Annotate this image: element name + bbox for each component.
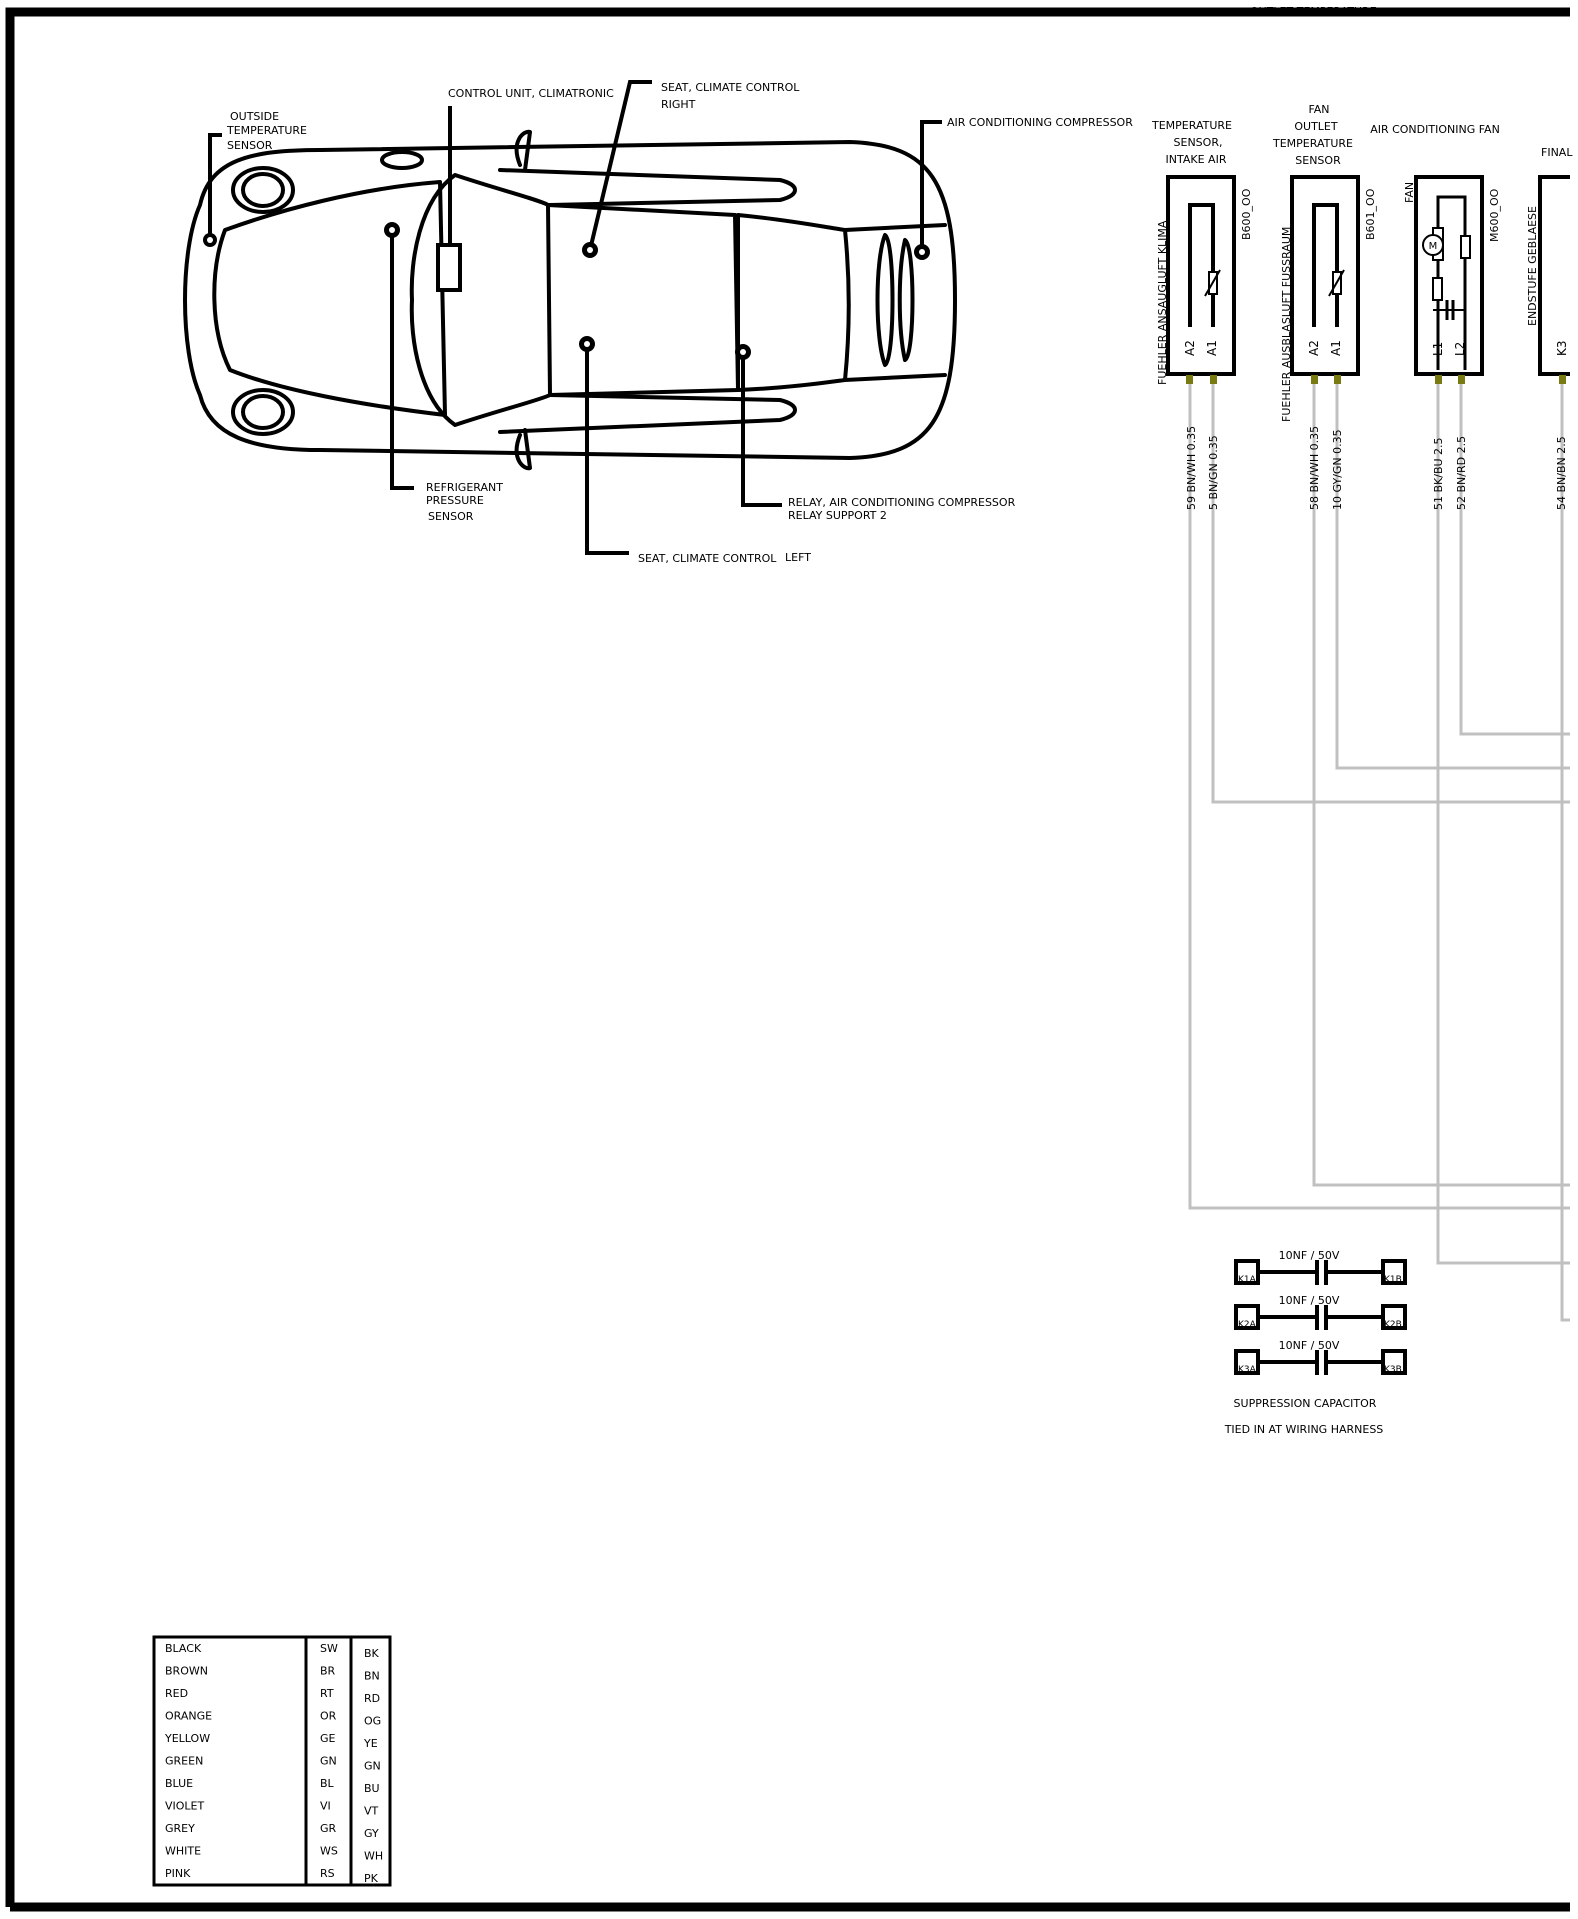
- wires: [1190, 384, 1570, 1320]
- motor-letter: M: [1428, 241, 1438, 252]
- legend-color-name: YELLOW: [165, 1732, 211, 1745]
- capacitor-value: 10NF / 50V: [1278, 1249, 1340, 1262]
- component-title: SENSOR,: [1173, 136, 1223, 149]
- legend-code-de: RS: [320, 1867, 335, 1880]
- wire-label: 5 BN/GN 0.35: [1207, 435, 1220, 510]
- component-side-label: FAN: [1403, 181, 1416, 203]
- legend-code-en: RD: [364, 1692, 381, 1705]
- pin-label: A2: [1307, 340, 1321, 356]
- callout-seat-right: SEAT, CLIMATE CONTROL: [661, 81, 800, 94]
- callout-refrigerant-2: PRESSURE: [426, 494, 484, 507]
- legend-code-de: SW: [320, 1642, 338, 1655]
- car-top-view: [185, 132, 955, 468]
- component-code: B600_OO: [1240, 188, 1253, 240]
- component-final-stage: [1526, 146, 1573, 374]
- component-title: TEMPERATURE: [1273, 137, 1353, 150]
- pin-label: L2: [1453, 341, 1467, 356]
- wire-label: 51 BK/BU 2.5: [1432, 437, 1445, 510]
- wire-label: 10 GY/GN 0.35: [1331, 429, 1344, 510]
- wire-label: 52 BN/RD 2.5: [1455, 435, 1468, 510]
- component-m600: [1370, 123, 1501, 374]
- component-title: AIR CONDITIONING FAN: [1370, 123, 1500, 136]
- cut-off-title: OUTLET TEMPERATURE: [1250, 5, 1377, 18]
- legend-color-name: WHITE: [165, 1844, 202, 1858]
- callout-outside-temp: OUTSIDE: [230, 110, 280, 123]
- callout-seat-left-2: LEFT: [785, 551, 811, 564]
- component-title: OUTLET: [1294, 120, 1338, 133]
- legend-code-en: PK: [364, 1872, 378, 1885]
- legend-code-en: GN: [364, 1759, 381, 1773]
- legend-color-name: GREEN: [165, 1754, 204, 1768]
- legend-color-name: BLUE: [165, 1777, 194, 1790]
- legend-code-de: WS: [320, 1844, 338, 1858]
- component-b600: [1151, 119, 1253, 385]
- pin-label: K3: [1555, 340, 1569, 356]
- legend-code-de: GN: [320, 1754, 337, 1768]
- callout-outside-temp-3: SENSOR: [227, 139, 273, 152]
- callout-leaders: [203, 82, 942, 553]
- legend-color-name: ORANGE: [165, 1709, 213, 1723]
- callout-control-unit: CONTROL UNIT, CLIMATRONIC: [448, 87, 614, 100]
- legend-code-en: OG: [364, 1714, 382, 1728]
- legend-code-en: VT: [364, 1804, 379, 1818]
- callout-refrigerant: REFRIGERANT: [426, 481, 503, 494]
- capacitor-pin: K2A: [1238, 1320, 1256, 1330]
- legend-code-de: VI: [320, 1799, 331, 1813]
- pin-label: L1: [1431, 341, 1445, 356]
- capacitor-pin: K3B: [1384, 1365, 1402, 1375]
- wire-label: 59 BN/WH 0.35: [1185, 425, 1198, 510]
- legend-color-name: BLACK: [165, 1642, 202, 1655]
- legend-code-de: GE: [320, 1732, 336, 1745]
- legend-code-de: BL: [320, 1777, 334, 1790]
- capacitor-pin: K2B: [1384, 1320, 1402, 1330]
- callout-relay-2: RELAY SUPPORT 2: [788, 509, 887, 522]
- component-side-label: FUEHLER AUSBLASLUFT FUSSRAUM: [1280, 226, 1293, 422]
- capacitor-k2: [1236, 1294, 1405, 1330]
- component-b601: [1272, 103, 1377, 422]
- component-title: FINAL: [1541, 146, 1573, 159]
- callout-outside-temp-2: TEMPERATURE: [227, 124, 307, 137]
- callout-seat-left: SEAT, CLIMATE CONTROL: [638, 552, 777, 565]
- legend-code-de: OR: [320, 1709, 337, 1723]
- wire-label: 58 BN/WH 0.35: [1308, 425, 1321, 510]
- legend-color-name: VIOLET: [165, 1799, 205, 1813]
- capacitor-k1: [1236, 1249, 1405, 1285]
- legend-code-en: BK: [364, 1647, 379, 1660]
- callout-seat-right-2: RIGHT: [661, 98, 696, 111]
- capacitor-value: 10NF / 50V: [1278, 1339, 1340, 1352]
- component-title: SENSOR: [1295, 154, 1341, 167]
- legend-color-name: BROWN: [165, 1664, 208, 1678]
- component-side-label: FUEHLER ANSAUGLUFT KLIMA: [1156, 220, 1169, 385]
- callout-ac-compressor: AIR CONDITIONING COMPRESSOR: [947, 116, 1133, 129]
- legend-color-name: PINK: [165, 1867, 191, 1880]
- legend-color-name: GREY: [165, 1822, 195, 1835]
- capacitor-pin: K3A: [1238, 1365, 1256, 1375]
- legend-code-de: BR: [320, 1664, 336, 1678]
- component-code: B601_OO: [1364, 188, 1377, 240]
- callout-refrigerant-3: SENSOR: [428, 510, 474, 523]
- capacitor-k3: [1236, 1339, 1405, 1375]
- pin-label: A1: [1205, 340, 1219, 356]
- legend-code-en: WH: [364, 1849, 384, 1863]
- capacitor-note: TIED IN AT WIRING HARNESS: [1224, 1423, 1384, 1436]
- legend-code-en: BU: [364, 1782, 380, 1795]
- legend-code-de: GR: [320, 1822, 337, 1835]
- pin-markers: [1186, 375, 1566, 384]
- legend-code-en: YE: [364, 1737, 378, 1750]
- capacitor-note: SUPPRESSION CAPACITOR: [1233, 1397, 1377, 1410]
- capacitor-value: 10NF / 50V: [1278, 1294, 1340, 1307]
- wire-label: 54 BN/BN 2.5: [1555, 436, 1568, 510]
- component-title: FAN: [1308, 103, 1330, 116]
- pin-label: A1: [1329, 340, 1343, 356]
- capacitor-pin: K1B: [1384, 1275, 1402, 1285]
- legend-color-name: RED: [165, 1687, 189, 1700]
- pin-label: A2: [1183, 340, 1197, 356]
- callout-relay: RELAY, AIR CONDITIONING COMPRESSOR: [788, 496, 1016, 509]
- legend-code-en: BN: [364, 1669, 380, 1683]
- component-title: INTAKE AIR: [1165, 153, 1227, 166]
- component-code: M600_OO: [1488, 188, 1501, 242]
- capacitor-pin: K1A: [1238, 1275, 1256, 1285]
- legend-code-de: RT: [320, 1687, 334, 1700]
- component-side-label: ENDSTUFE GEBLAESE: [1526, 206, 1539, 326]
- component-title: TEMPERATURE: [1152, 119, 1232, 132]
- legend-code-en: GY: [364, 1827, 379, 1840]
